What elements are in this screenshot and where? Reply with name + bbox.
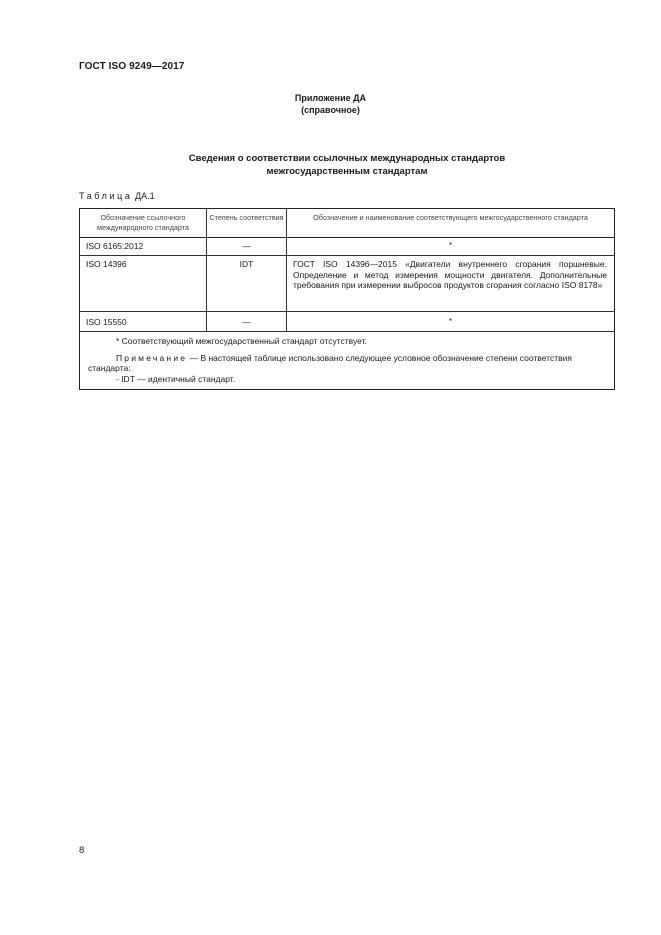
note-item: - IDT — идентичный стандарт. [116, 374, 236, 385]
table-caption-word: Таблица [79, 191, 133, 201]
table-row [80, 311, 615, 331]
table-notes-row [80, 331, 615, 389]
cell-reference: ISO 14396 [80, 255, 207, 311]
correspondence-table [79, 208, 615, 390]
cell-national: * [287, 311, 615, 331]
cell-degree: IDT [207, 255, 287, 311]
section-title-line2: межгосударственным стандартам [266, 165, 428, 177]
appendix-heading [0, 92, 661, 116]
correspondence-table-container [79, 208, 614, 390]
note-paragraph [88, 353, 606, 375]
section-title [0, 153, 661, 178]
appendix-subtitle: (справочное) [301, 105, 360, 115]
footnote: * Соответствующий межгосударственный стандарт отсутствует. [116, 335, 367, 346]
appendix-title: Приложение ДА [294, 93, 367, 103]
cell-reference: ISO 6165:2012 [80, 238, 207, 256]
cell-degree: — [207, 311, 287, 331]
cell-national: ГОСТ ISO 14396—2015 «Двигатели внутреннего сгорания поршневые. Определение и метод измерения мощности двигателя. Дополнительные требования при измерении выбросов продуктов сгорания согласно ISO 8178» [287, 255, 615, 311]
table-header-row [80, 209, 615, 238]
cell-national: * [287, 238, 615, 256]
document-code: ГОСТ ISO 9249—2017 [79, 61, 185, 72]
table-row [80, 238, 615, 256]
cell-reference: ISO 15550 [80, 311, 207, 331]
header-degree: Степень соответствия [207, 209, 287, 238]
cell-degree: — [207, 238, 287, 256]
table-caption [79, 191, 155, 201]
note-label: Примечание [116, 352, 188, 363]
header-reference-standard: Обозначение ссылочного международного стандарта [80, 209, 207, 238]
header-national-standard: Обозначение и наименование соответствующего межгосударственного стандарта [287, 209, 615, 238]
table-notes [80, 331, 615, 389]
table-caption-id: ДА.1 [135, 191, 155, 201]
table-row [80, 255, 615, 311]
section-title-line1: Сведения о соответствии ссылочных международных стандартов [188, 153, 506, 164]
note-text: — В настоящей таблице использовано следующее условное обозначение степени соответствия стандарта: [88, 352, 572, 374]
page-number: 8 [79, 845, 85, 856]
